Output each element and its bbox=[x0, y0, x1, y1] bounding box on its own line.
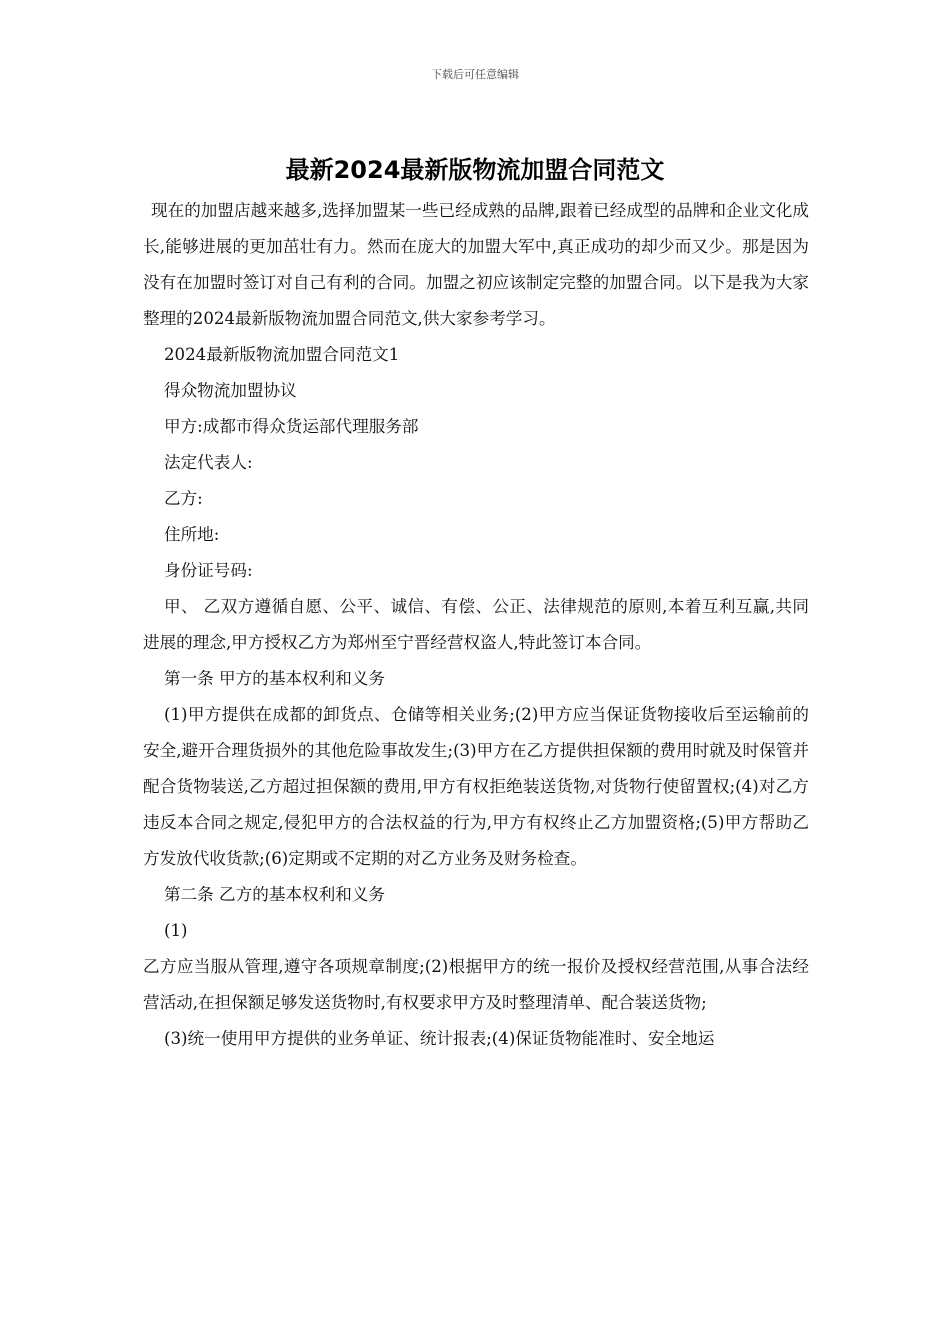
address-line: 住所地: bbox=[164, 525, 220, 544]
id-number-line: 身份证号码: bbox=[164, 561, 253, 580]
article2-title: 第二条 乙方的基本权利和义务 bbox=[164, 885, 385, 904]
header-note: 下载后可任意编辑 bbox=[431, 68, 519, 81]
article1-body: (1)甲方提供在成都的卸货点、仓储等相关业务;(2)甲方应当保证货物接收后至运输前的安全,避开合理货损外的其他危险事故发生;(3)甲方在乙方提供担保额的费用时就及时保管并配合货物装送,乙方超过担保额的费用,甲方有权拒绝装送货物,对货物行使留置权;(4)对乙方违反本合同之规定,侵犯甲方的合法权益的行为,甲方有权终止乙方加盟资格;(5)甲方帮助乙方发放代收货款;(6)定期或不定期的对乙方业务及财务检查。 bbox=[143, 705, 809, 868]
article2-item1: (1) bbox=[164, 921, 188, 940]
document-body bbox=[143, 193, 809, 1057]
intro-paragraph: 现在的加盟店越来越多,选择加盟某一些已经成熟的品牌,跟着已经成型的品牌和企业文化成长,能够进展的更加茁壮有力。然而在庞大的加盟大军中,真正成功的却少而又少。那是因为没有在加盟时签订对自己有利的合同。加盟之初应该制定完整的加盟合同。以下是我为大家整理的2024最新版物流加盟合同范文,供大家参考学习。 bbox=[143, 201, 809, 328]
agreement-name: 得众物流加盟协议 bbox=[164, 381, 297, 400]
article2-tail: (3)统一使用甲方提供的业务单证、统计报表;(4)保证货物能准时、安全地运 bbox=[164, 1029, 715, 1048]
document-title: 最新2024最新版物流加盟合同范文 bbox=[285, 156, 665, 184]
legal-rep-line: 法定代表人: bbox=[164, 453, 253, 472]
party-a-line: 甲方:成都市得众货运部代理服务部 bbox=[164, 417, 419, 436]
preamble-paragraph: 甲、 乙双方遵循自愿、公平、诚信、有偿、公正、法律规范的原则,本着互利互赢,共同进展的理念,甲方授权乙方为郑州至宁晋经营权盗人,特此签订本合同。 bbox=[143, 597, 809, 652]
article2-body: 乙方应当服从管理,遵守各项规章制度;(2)根据甲方的统一报价及授权经营范围,从事合法经营活动,在担保额足够发送货物时,有权要求甲方及时整理清单、配合装送货物; bbox=[143, 957, 809, 1012]
sample-heading: 2024最新版物流加盟合同范文1 bbox=[164, 345, 400, 364]
party-b-line: 乙方: bbox=[164, 489, 203, 508]
article1-title: 第一条 甲方的基本权利和义务 bbox=[164, 669, 385, 688]
